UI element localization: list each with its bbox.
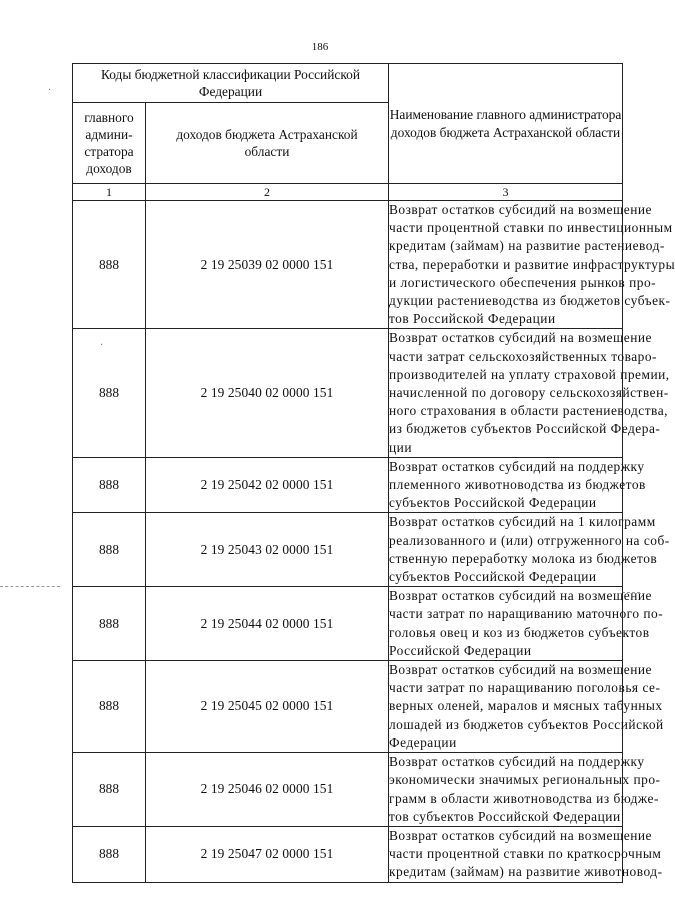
admin-code-cell: 888 (73, 329, 146, 457)
description-line: кредитам (займам) на развитие растениевод- (389, 238, 665, 254)
description-cell (389, 826, 663, 882)
scan-artifact-rule-left (0, 586, 60, 587)
description-line: части процентной ставки по инвестиционным (389, 220, 673, 236)
scan-artifact-mark: · (100, 340, 104, 351)
description-line: реализованного и (или) отгруженного на соб- (389, 532, 670, 548)
revenue-code-cell: 2 19 25039 02 0000 151 (146, 201, 389, 329)
description-line: Возврат остатков субсидий на возмещение (389, 827, 652, 843)
header-col-number: 2 (146, 184, 389, 201)
description-line: части процентной ставки по краткосрочным (389, 846, 662, 862)
description-line: начисленной по договору сельскохозяйствен- (389, 385, 669, 401)
description-line: Возврат остатков субсидий на поддержку (389, 754, 645, 770)
description-line: ственную переработку молока из бюджетов (389, 550, 658, 566)
header-col1-title: главного админи-стратора доходов (73, 103, 146, 184)
description-line: и логистического обеспечения рынков про- (389, 274, 657, 290)
admin-code-cell: 888 (73, 587, 146, 661)
description-line: головья овец и коз из бюджетов субъектов (389, 624, 650, 640)
description-cell (389, 753, 661, 827)
description-cell (389, 457, 646, 513)
revenue-code-cell: 2 19 25046 02 0000 151 (146, 753, 389, 827)
description-line: племенного животноводства из бюджетов (389, 477, 646, 493)
table-row (73, 661, 623, 753)
description-cell (389, 513, 670, 587)
description-line: кредитам (займам) на развитие животновод- (389, 864, 663, 880)
description-line: ции (389, 439, 412, 455)
description-line: Возврат остатков субсидий на возмещение (389, 330, 652, 346)
table-row (73, 329, 623, 457)
description-line: Возврат остатков субсидий на 1 килограмм (389, 514, 656, 530)
description-line: производителей на уплату страховой премии, (389, 366, 670, 382)
description-line: Возврат остатков субсидий на возмещение (389, 588, 652, 604)
page-number: 186 (311, 41, 329, 53)
description-cell (389, 587, 664, 661)
admin-code-cell: 888 (73, 201, 146, 329)
description-line: части затрат по наращиванию маточного по- (389, 606, 664, 622)
description-cell (389, 329, 670, 457)
description-line: Российской Федерации (389, 642, 532, 658)
revenue-code-cell: 2 19 25047 02 0000 151 (146, 826, 389, 882)
admin-code-cell: 888 (73, 753, 146, 827)
admin-code-cell: 888 (73, 826, 146, 882)
description-line: дукции растениеводства из бюджетов субъек- (389, 293, 671, 309)
header-col2-title: доходов бюджета Астраханской области (146, 103, 389, 184)
description-line: ного страхования в области растениеводства, (389, 403, 668, 419)
description-line: части затрат сельскохозяйственных товаро- (389, 348, 658, 364)
header-col3-title: Наименование главного администратора доходов бюджета Астраханской области (389, 64, 623, 184)
admin-code-cell: 888 (73, 661, 146, 753)
admin-code-cell: 888 (73, 457, 146, 513)
description-cell (389, 201, 675, 329)
description-line: тов Российской Федерации (389, 311, 556, 327)
table-row (73, 753, 623, 827)
revenue-code-cell: 2 19 25043 02 0000 151 (146, 513, 389, 587)
header-col-number: 1 (73, 184, 146, 201)
table-row (73, 826, 623, 882)
table-row (73, 201, 623, 329)
description-line: грамм в области животноводства из бюдже- (389, 790, 659, 806)
revenue-code-cell: 2 19 25042 02 0000 151 (146, 457, 389, 513)
admin-code-cell: 888 (73, 513, 146, 587)
description-line: субъектов Российской Федерации (389, 569, 597, 585)
description-line: верных оленей, маралов и мясных табунных (389, 698, 663, 714)
table-row (73, 457, 623, 513)
description-line: Возврат остатков субсидий на возмещение (389, 662, 652, 678)
revenue-code-cell: 2 19 25045 02 0000 151 (146, 661, 389, 753)
header-group-title: Коды бюджетной классификации Российской Федерации (73, 64, 389, 103)
table-row (73, 587, 623, 661)
scan-artifact-mark: · (48, 85, 52, 96)
description-line: тов субъектов Российской Федерации (389, 808, 621, 824)
header-col-number: 3 (389, 184, 623, 201)
description-line: субъектов Российской Федерации (389, 495, 597, 511)
description-line: экономически значимых региональных про- (389, 772, 661, 788)
budget-classification-table (72, 63, 675, 883)
description-line: Федерации (389, 734, 457, 750)
description-line: Возврат остатков субсидий на возмещение (389, 202, 652, 217)
revenue-code-cell: 2 19 25044 02 0000 151 (146, 587, 389, 661)
revenue-code-cell: 2 19 25040 02 0000 151 (146, 329, 389, 457)
description-cell (389, 661, 664, 753)
description-line: из бюджетов субъектов Российской Федера- (389, 421, 661, 437)
description-line: лошадей из бюджетов субъектов Российской (389, 716, 664, 732)
description-line: Возврат остатков субсидий на поддержку (389, 458, 645, 474)
description-line: части затрат по наращиванию поголовья се- (389, 680, 661, 696)
table-body (73, 201, 675, 883)
description-line: ства, переработки и развитие инфраструктуры (389, 256, 675, 272)
table-row (73, 513, 623, 587)
